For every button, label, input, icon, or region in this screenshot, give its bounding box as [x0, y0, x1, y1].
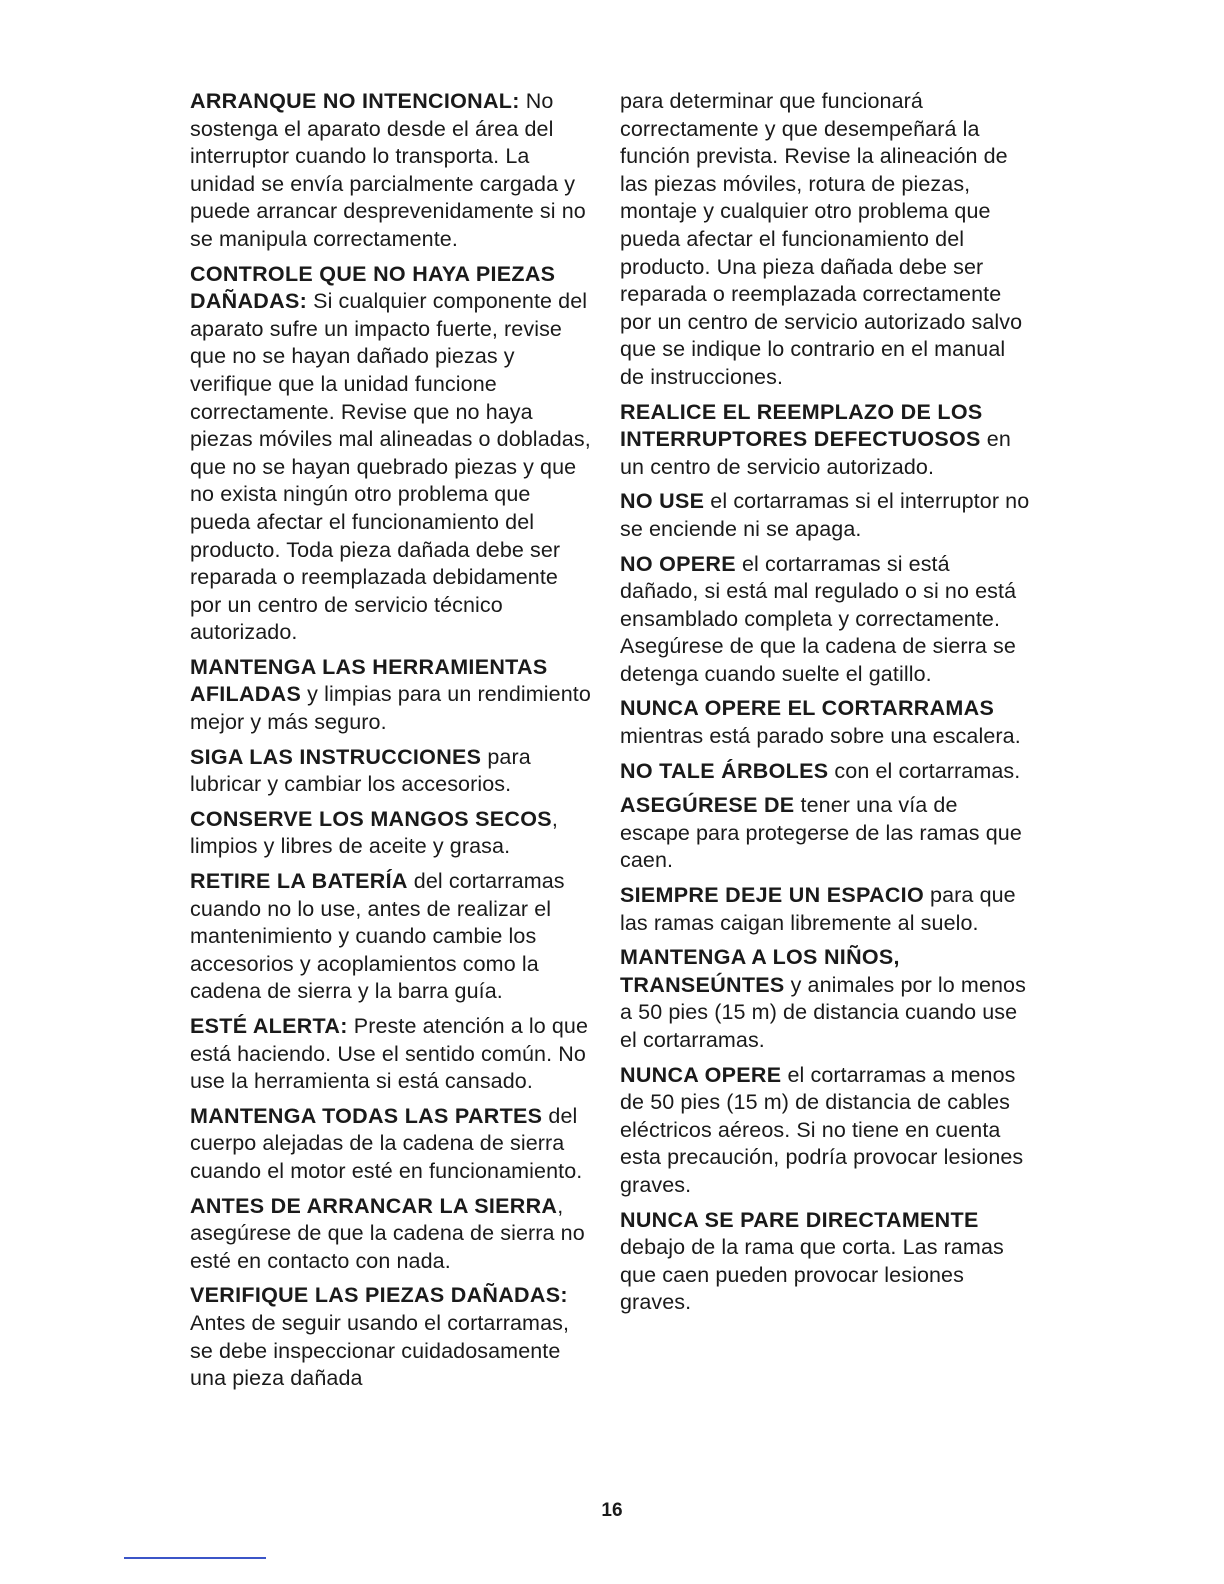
paragraph-body: para determinar que funcionará correctamente y que desempeñará la función prevista. Revise la alineación de las piezas móviles, rotura de piezas, montaje y cualquier otro problema que pueda afectar el funcionamiento del producto. Una pieza dañada debe ser reparada o reemplazada correctamente por un centro de servicio autorizado salvo que se indique lo contrario en el manual de instrucciones.	[620, 89, 1023, 389]
paragraph-body: del cortarramas cuando no lo use, antes de realizar el mantenimiento y cuando cambie los accesorios y acoplamientos como la cadena de sierra y la barra guía.	[190, 869, 565, 1004]
paragraph-body: tener una vía de escape para protegerse de las ramas que caen.	[620, 793, 1022, 873]
paragraph-body: en un centro de servicio autorizado.	[620, 427, 1011, 479]
paragraph-do-not-fell-trees	[620, 758, 1030, 786]
paragraph-keep-tools-sharp	[190, 654, 595, 737]
paragraph-heading: MANTENGA A LOS NIÑOS, TRANSEÚNTES	[620, 945, 900, 997]
paragraph-follow-instructions	[190, 744, 595, 799]
paragraph-unintentional-start	[190, 88, 595, 254]
paragraph-heading: ARRANQUE NO INTENCIONAL:	[190, 89, 520, 113]
paragraph-body: el cortarramas si está dañado, si está mal regulado o si no está ensamblado completa y correctamente. Asegúrese de que la cadena de sierra se detenga cuando suelte el gatillo.	[620, 551, 1017, 686]
paragraph-continued	[620, 88, 1030, 392]
paragraph-heading: REALICE EL REEMPLAZO DE LOS INTERRUPTORES DEFECTUOSOS	[620, 399, 983, 452]
footer-rule	[124, 1557, 266, 1559]
left-column	[190, 88, 595, 1400]
paragraph-heading: ASEGÚRESE DE	[620, 793, 795, 818]
paragraph-heading: NO USE	[620, 489, 705, 514]
paragraph-heading: NO OPERE	[620, 551, 736, 576]
paragraph-heading: NUNCA OPERE	[620, 1062, 782, 1087]
paragraph-heading: ESTÉ ALERTA:	[190, 1014, 348, 1038]
paragraph-body: para lubricar y cambiar los accesorios.	[190, 744, 531, 797]
paragraph-body: , asegúrese de que la cadena de sierra no esté en contacto con nada.	[190, 1193, 585, 1273]
paragraph-leave-space	[620, 882, 1030, 937]
paragraph-do-not-use	[620, 488, 1030, 543]
paragraph-heading: NUNCA SE PARE DIRECTAMENTE	[620, 1207, 979, 1232]
paragraph-heading: RETIRE LA BATERÍA	[190, 869, 408, 894]
paragraph-heading: SIGA LAS INSTRUCCIONES	[190, 744, 482, 769]
paragraph-body: , limpios y libres de aceite y grasa.	[190, 806, 558, 859]
paragraph-heading: NUNCA OPERE EL CORTARRAMAS	[620, 696, 995, 721]
paragraph-body: para que las ramas caigan libremente al suelo.	[620, 883, 1016, 935]
paragraph-escape-route	[620, 792, 1030, 875]
paragraph-heading: SIEMPRE DEJE UN ESPACIO	[620, 883, 924, 908]
paragraph-heading: NO TALE ÁRBOLES	[620, 758, 829, 783]
paragraph-body: del cuerpo alejadas de la cadena de sierra cuando el motor esté en funcionamiento.	[190, 1103, 583, 1183]
paragraph-stay-alert	[190, 1013, 595, 1096]
paragraph-remove-battery	[190, 868, 595, 1006]
paragraph-verify-damaged-parts	[190, 1282, 595, 1392]
paragraph-body: No sostenga el aparato desde el área del interruptor cuando lo transporta. La unidad se envía parcialmente cargada y puede arrancar desprevenidamente si no se manipula correctamente.	[190, 89, 586, 251]
paragraph-heading: MANTENGA TODAS LAS PARTES	[190, 1103, 543, 1128]
paragraph-keep-children-away	[620, 944, 1030, 1054]
paragraph-power-lines	[620, 1062, 1030, 1200]
paragraph-heading: CONSERVE LOS MANGOS SECOS	[190, 806, 552, 831]
paragraph-keep-handles-dry	[190, 806, 595, 861]
paragraph-do-not-operate	[620, 551, 1030, 689]
page-number: 16	[601, 1500, 623, 1521]
paragraph-body: debajo de la rama que corta. Las ramas que caen pueden provocar lesiones graves.	[620, 1235, 1004, 1315]
paragraph-never-stand-under	[620, 1207, 1030, 1317]
paragraph-keep-body-away	[190, 1103, 595, 1186]
paragraph-replace-switches	[620, 399, 1030, 482]
paragraph-body: el cortarramas si el interruptor no se enciende ni se apaga.	[620, 489, 1030, 541]
paragraph-body: Preste atención a lo que está haciendo. Use el sentido común. No use la herramienta si está cansado.	[190, 1014, 589, 1094]
paragraph-heading: ANTES DE ARRANCAR LA SIERRA	[190, 1193, 558, 1218]
paragraph-body: mientras está parado sobre una escalera.	[620, 724, 1021, 749]
paragraph-body: el cortarramas a menos de 50 pies (15 m) de distancia de cables eléctricos aéreos. Si no tiene en cuenta esta precaución, podría provocar lesiones graves.	[620, 1062, 1024, 1197]
paragraph-body: con el cortarramas.	[828, 758, 1021, 783]
paragraph-body: y animales por lo menos a 50 pies (15 m) de distancia cuando use el cortarramas.	[620, 972, 1026, 1052]
paragraph-body: y limpias para un rendimiento mejor y más seguro.	[190, 682, 591, 735]
paragraph-check-damaged-parts	[190, 261, 595, 647]
paragraph-heading: CONTROLE QUE NO HAYA PIEZAS DAÑADAS:	[190, 261, 556, 314]
paragraph-before-starting-saw	[190, 1193, 595, 1276]
paragraph-body: Antes de seguir usando el cortarramas, se debe inspeccionar cuidadosamente una pieza dañada	[190, 1310, 570, 1391]
paragraph-heading: VERIFIQUE LAS PIEZAS DAÑADAS:	[190, 1283, 568, 1308]
paragraph-body: Si cualquier componente del aparato sufre un impacto fuerte, revise que no se hayan dañado piezas y verifique que la unidad funcione correctamente. Revise que no haya piezas móviles mal alineadas o dobladas, que no se hayan quebrado piezas y que no exista ningún otro problema que pueda afectar el funcionamiento del producto. Toda pieza dañada debe ser reparada o reemplazada debidamente por un centro de servicio técnico autorizado.	[190, 289, 591, 645]
right-column	[620, 88, 1030, 1324]
paragraph-heading: MANTENGA LAS HERRAMIENTAS AFILADAS	[190, 654, 548, 707]
paragraph-never-on-ladder	[620, 695, 1030, 750]
